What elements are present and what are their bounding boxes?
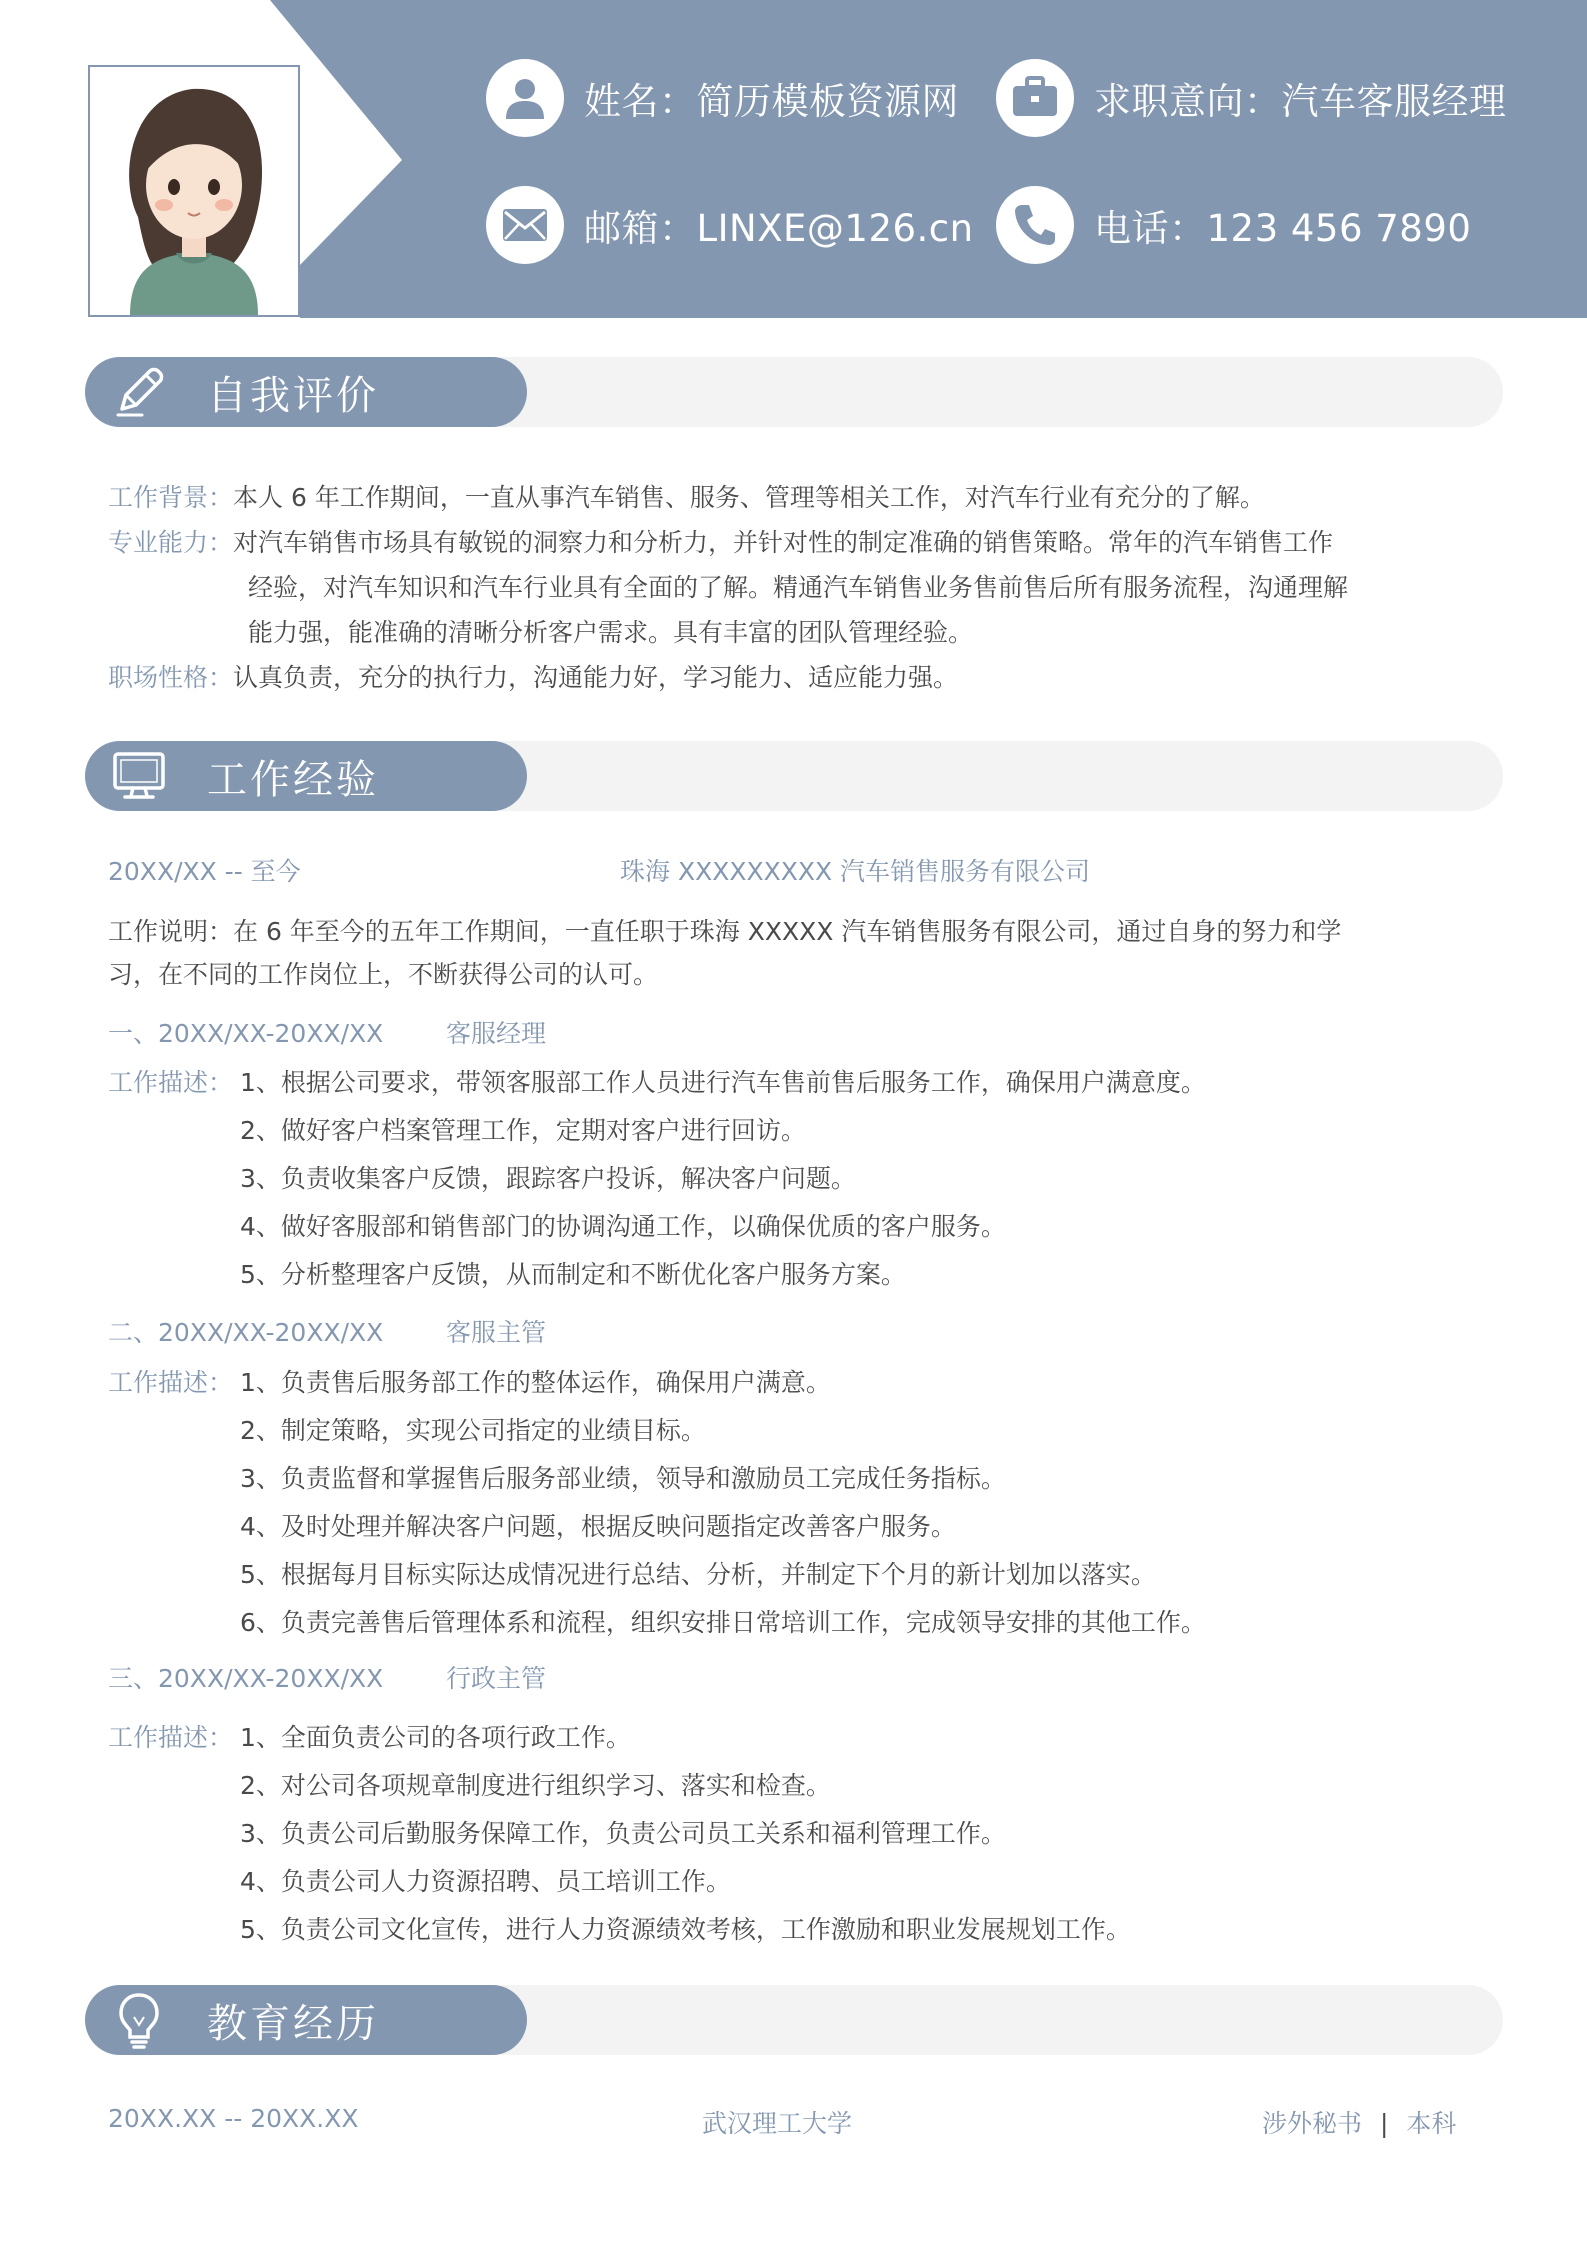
position-1-role: 客服经理 bbox=[446, 1019, 547, 1048]
skills-label: 专业能力： bbox=[108, 528, 234, 557]
position-2-role: 客服主管 bbox=[446, 1318, 547, 1347]
position-2-item-3: 3、负责监督和掌握售后服务部业绩，领导和激励员工完成任务指标。 bbox=[240, 1464, 1006, 1493]
self-eval-title: 自我评价 bbox=[207, 372, 379, 419]
mail-icon bbox=[486, 186, 564, 264]
position-3-item-5: 5、负责公司文化宣传，进行人力资源绩效考核，工作激励和职业发展规划工作。 bbox=[240, 1915, 1131, 1944]
education-title: 教育经历 bbox=[207, 2000, 379, 2047]
position-2-item-4: 4、及时处理并解决客户问题，根据反映问题指定改善客户服务。 bbox=[240, 1512, 956, 1541]
education-period: 20XX.XX -- 20XX.XX bbox=[108, 2104, 359, 2133]
position-3-item-1: 1、全面负责公司的各项行政工作。 bbox=[240, 1723, 631, 1752]
background-label: 工作背景： bbox=[108, 483, 234, 512]
phone-text: 电话：123 456 7890 bbox=[1094, 207, 1472, 250]
email-text: 邮箱：LINXE@126.cn bbox=[584, 207, 974, 250]
briefcase-icon bbox=[996, 59, 1074, 137]
phone-field bbox=[996, 185, 1471, 265]
education-major-degree bbox=[1262, 2104, 1456, 2140]
position-2-item-5: 5、根据每月目标实际达成情况进行总结、分析，并制定下个月的新计划加以落实。 bbox=[240, 1560, 1156, 1589]
self-eval-row-background bbox=[108, 478, 1265, 514]
skills-text-line-3: 能力强，能准确的清晰分析客户需求。具有丰富的团队管理经验。 bbox=[248, 618, 974, 647]
position-2-heading: 二、20XX/XX-20XX/XX bbox=[108, 1318, 384, 1347]
lightbulb-icon bbox=[109, 1990, 169, 2050]
position-2-item-6: 6、负责完善售后管理体系和流程，组织安排日常培训工作，完成领导安排的其他工作。 bbox=[240, 1608, 1206, 1637]
position-3-item-3: 3、负责公司后勤服务保障工作，负责公司员工关系和福利管理工作。 bbox=[240, 1819, 1006, 1848]
position-1-item-3: 3、负责收集客户反馈，跟踪客户投诉，解决客户问题。 bbox=[240, 1164, 856, 1193]
work-title: 工作经验 bbox=[207, 756, 379, 803]
position-2-desc-label: 工作描述： bbox=[108, 1368, 234, 1397]
user-icon bbox=[486, 59, 564, 137]
education-header bbox=[85, 1985, 527, 2055]
work-period: 20XX/XX -- 至今 bbox=[108, 857, 301, 886]
position-2-item-2: 2、制定策略，实现公司指定的业绩目标。 bbox=[240, 1416, 706, 1445]
position-2-item-1: 1、负责售后服务部工作的整体运作，确保用户满意。 bbox=[240, 1368, 831, 1397]
position-3-item-4: 4、负责公司人力资源招聘、员工培训工作。 bbox=[240, 1867, 731, 1896]
position-3-item-2: 2、对公司各项规章制度进行组织学习、落实和检查。 bbox=[240, 1771, 831, 1800]
education-divider: | bbox=[1379, 2109, 1389, 2138]
skills-text-line-1: 对汽车销售市场具有敏锐的洞察力和分析力，并针对性的制定准确的销售策略。常年的汽车销售工作 bbox=[233, 528, 1334, 557]
education-school: 武汉理工大学 bbox=[702, 2109, 853, 2138]
education-degree: 本科 bbox=[1406, 2109, 1457, 2138]
profile-photo bbox=[88, 65, 300, 317]
name-field bbox=[486, 58, 959, 138]
name-text: 姓名：简历模板资源网 bbox=[584, 80, 959, 123]
position-1-item-5: 5、分析整理客户反馈，从而制定和不断优化客户服务方案。 bbox=[240, 1260, 906, 1289]
monitor-icon bbox=[109, 746, 169, 806]
work-summary-line-1: 工作说明：在 6 年至今的五年工作期间，一直任职于珠海 XXXXX 汽车销售服务有限公司，通过自身的努力和学 bbox=[108, 917, 1342, 946]
position-3-heading: 三、20XX/XX-20XX/XX bbox=[108, 1664, 384, 1693]
self-eval-row-skills bbox=[108, 523, 1333, 559]
avatar-illustration bbox=[90, 67, 298, 315]
position-1-desc-label: 工作描述： bbox=[108, 1068, 234, 1097]
education-major: 涉外秘书 bbox=[1262, 2109, 1363, 2138]
intent-text: 求职意向：汽车客服经理 bbox=[1094, 80, 1507, 123]
position-3-role: 行政主管 bbox=[446, 1664, 547, 1693]
position-3-desc-label: 工作描述： bbox=[108, 1723, 234, 1752]
phone-icon bbox=[996, 186, 1074, 264]
position-1-item-4: 4、做好客服部和销售部门的协调沟通工作，以确保优质的客户服务。 bbox=[240, 1212, 1006, 1241]
skills-text-line-2: 经验，对汽车知识和汽车行业具有全面的了解。精通汽车销售业务售前售后所有服务流程，沟通理解 bbox=[248, 573, 1349, 602]
email-field bbox=[486, 185, 974, 265]
background-text: 本人 6 年工作期间，一直从事汽车销售、服务、管理等相关工作，对汽车行业有充分的了解。 bbox=[233, 483, 1265, 512]
self-eval-row-personality bbox=[108, 658, 958, 694]
position-1-item-1: 1、根据公司要求，带领客服部工作人员进行汽车售前售后服务工作，确保用户满意度。 bbox=[240, 1068, 1206, 1097]
self-eval-header bbox=[85, 357, 527, 427]
pencil-icon bbox=[109, 362, 169, 422]
work-company: 珠海 XXXXXXXXX 汽车销售服务有限公司 bbox=[620, 857, 1091, 886]
personality-label: 职场性格： bbox=[108, 663, 234, 692]
work-header bbox=[85, 741, 527, 811]
position-1-item-2: 2、做好客户档案管理工作，定期对客户进行回访。 bbox=[240, 1116, 806, 1145]
position-1-heading: 一、20XX/XX-20XX/XX bbox=[108, 1019, 384, 1048]
work-summary-line-2: 习，在不同的工作岗位上，不断获得公司的认可。 bbox=[108, 960, 659, 989]
intent-field bbox=[996, 58, 1507, 138]
personality-text: 认真负责，充分的执行力，沟通能力好，学习能力、适应能力强。 bbox=[233, 663, 959, 692]
